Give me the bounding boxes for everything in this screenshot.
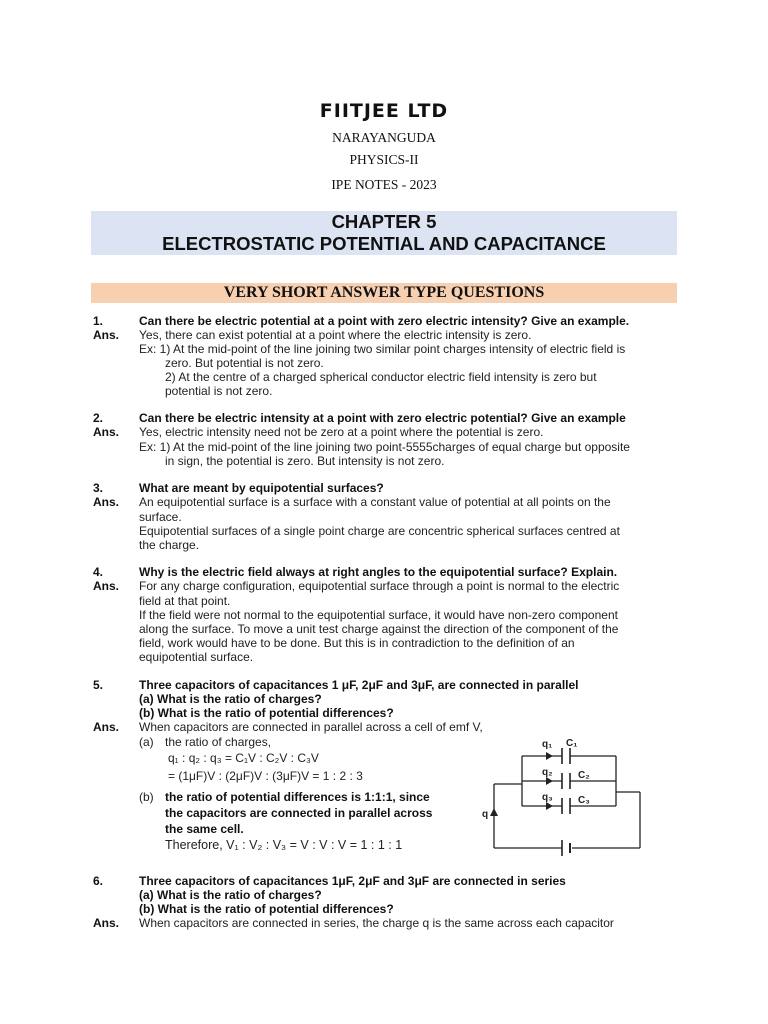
- question-subpart: (b) What is the ratio of potential differences?: [139, 706, 394, 720]
- section-heading: VERY SHORT ANSWER TYPE QUESTIONS: [91, 283, 677, 303]
- answer-text: in sign, the potential is zero. But intensity is not zero.: [165, 454, 445, 468]
- capacitor-label: C₃: [578, 795, 590, 806]
- answer-text: the capacitors are connected in parallel across: [165, 806, 433, 820]
- answer-label: Ans.: [93, 328, 120, 342]
- answer-text: 2) At the centre of a charged spherical conductor electric field intensity is zero but: [165, 370, 597, 384]
- parallel-capacitor-circuit: [462, 734, 686, 860]
- question-text: Can there be electric potential at a point with zero electric intensity? Give an example.: [139, 314, 630, 328]
- notes-title: IPE NOTES - 2023: [331, 177, 437, 192]
- equation: q₁ : q₂ : q₃ = C₁V : C₂V : C₃V: [168, 751, 319, 765]
- answer-text: surface.: [139, 510, 182, 524]
- question-text: Three capacitors of capacitances 1 μF, 2μF and 3μF, are connected in parallel: [139, 678, 579, 692]
- answer-text: Yes, there can exist potential at a point where the electric intensity is zero.: [139, 328, 532, 342]
- answer-text: field at that point.: [139, 594, 231, 608]
- equation: = (1μF)V : (2μF)V : (3μF)V = 1 : 2 : 3: [168, 769, 363, 783]
- part-label: (b): [139, 790, 154, 804]
- company-logo: FIITJEE LTD: [319, 100, 449, 122]
- question-number: 4.: [93, 565, 104, 579]
- answer-label: Ans.: [93, 579, 120, 593]
- answer-text: the same cell.: [165, 822, 244, 836]
- answer-text: potential is not zero.: [165, 384, 273, 398]
- question-number: 3.: [93, 481, 104, 495]
- charge-label: q: [482, 809, 489, 820]
- answer-label: Ans.: [93, 720, 120, 734]
- answer-text: along the surface. To move a unit test charge against the direction of the component of the: [139, 622, 619, 636]
- answer-text: An equipotential surface is a surface with a constant value of potential at all points on the: [139, 495, 611, 509]
- charge-label: q₃: [542, 792, 553, 803]
- question-number: 5.: [93, 678, 104, 692]
- question-subpart: (a) What is the ratio of charges?: [139, 888, 322, 902]
- answer-label: Ans.: [93, 425, 120, 439]
- answer-text: the charge.: [139, 538, 200, 552]
- charge-label: q₁: [542, 739, 553, 750]
- question-text: Can there be electric intensity at a point with zero electric potential? Give an example: [139, 411, 626, 425]
- answer-text: For any charge configuration, equipotential surface through a point is normal to the electric: [139, 579, 620, 593]
- question-number: 2.: [93, 411, 104, 425]
- question-number: 1.: [93, 314, 104, 328]
- chapter-heading: [91, 211, 677, 255]
- chapter-title: ELECTROSTATIC POTENTIAL AND CAPACITANCE: [162, 233, 606, 254]
- charge-label: q₂: [542, 767, 553, 778]
- answer-text: Yes, electric intensity need not be zero at a point where the potential is zero.: [139, 425, 544, 439]
- answer-text: When capacitors are connected in parallel across a cell of emf V,: [139, 720, 483, 734]
- answer-text: field, work would have to be done. But this is in contradiction to the definition of an: [139, 636, 575, 650]
- chapter-number: CHAPTER 5: [331, 211, 437, 232]
- part-label: (a): [139, 735, 154, 749]
- question-text: Three capacitors of capacitances 1μF, 2μF and 3μF are connected in series: [139, 874, 566, 888]
- answer-text: the ratio of charges,: [165, 735, 272, 749]
- capacitor-label: C₁: [566, 738, 578, 749]
- answer-text: the ratio of potential differences is 1:1:1, since: [165, 790, 430, 804]
- question-subpart: (a) What is the ratio of charges?: [139, 692, 322, 706]
- branch-name: NARAYANGUDA: [332, 130, 436, 145]
- answer-text: equipotential surface.: [139, 650, 254, 664]
- answer-text: zero. But potential is not zero.: [165, 356, 324, 370]
- capacitor-label: C₂: [578, 770, 590, 781]
- question-text: What are meant by equipotential surfaces?: [139, 481, 384, 495]
- question-text: Why is the electric field always at right angles to the equipotential surface? Explain.: [139, 565, 618, 579]
- equation: Therefore, V₁ : V₂ : V₃ = V : V : V = 1 : 1 : 1: [165, 838, 403, 852]
- answer-label: Ans.: [93, 916, 120, 930]
- question-number: 6.: [93, 874, 104, 888]
- answer-text: Ex: 1) At the mid-point of the line joining two similar point charges intensity of electric field is: [139, 342, 626, 356]
- subject-name: PHYSICS-II: [349, 152, 419, 167]
- answer-text: When capacitors are connected in series, the charge q is the same across each capacitor: [139, 916, 614, 930]
- question-subpart: (b) What is the ratio of potential differences?: [139, 902, 394, 916]
- answer-label: Ans.: [93, 495, 120, 509]
- answer-text: Equipotential surfaces of a single point charge are concentric spherical surfaces centred at: [139, 524, 620, 538]
- answer-text: Ex: 1) At the mid-point of the line joining two point-5555charges of equal charge but opposite: [139, 440, 630, 454]
- answer-text: If the field were not normal to the equipotential surface, it would have non-zero component: [139, 608, 618, 622]
